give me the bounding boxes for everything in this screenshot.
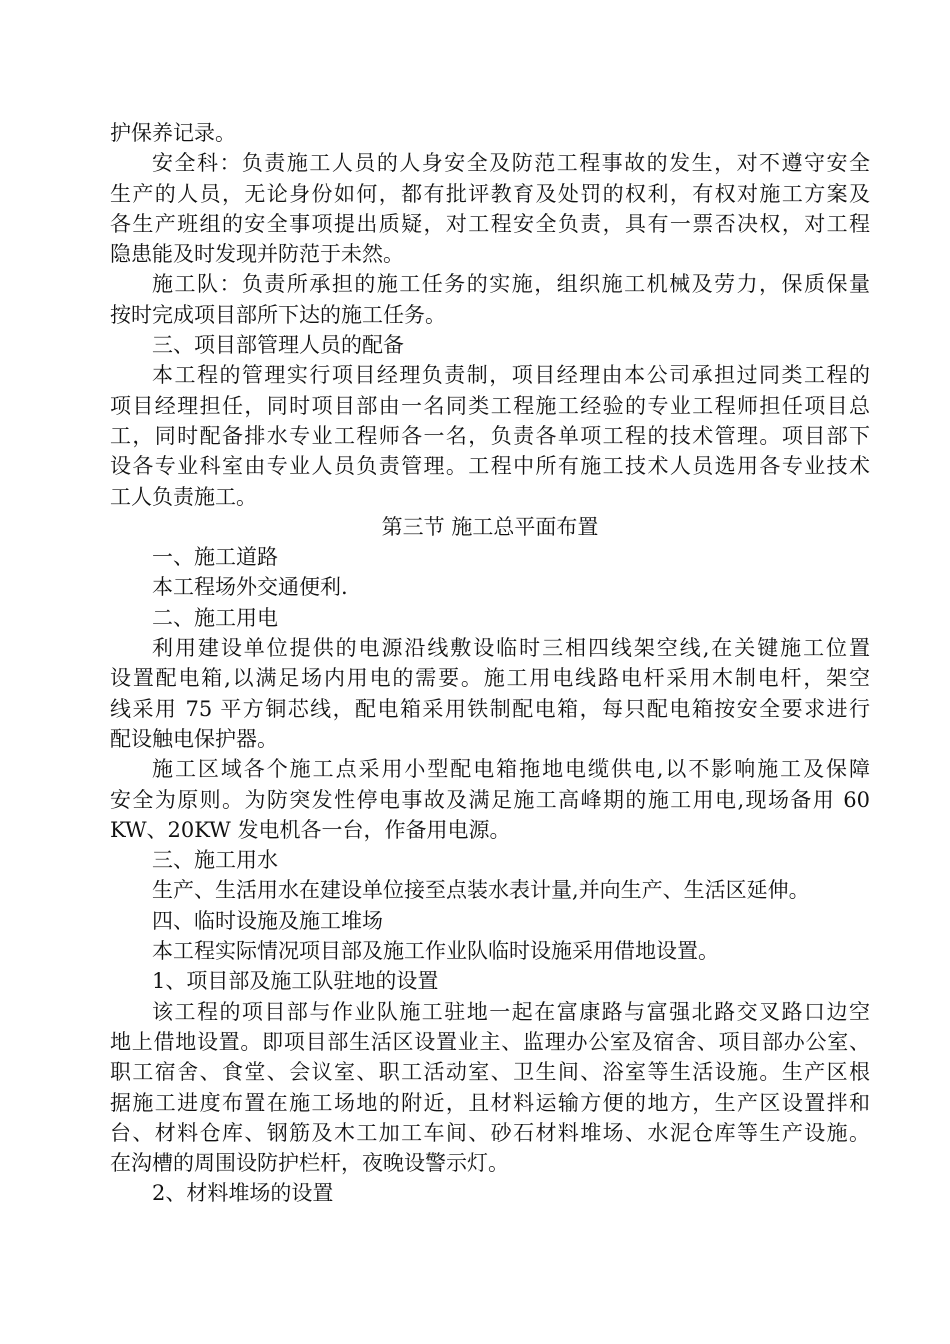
text-line: 该工程的项目部与作业队施工驻地一起在富康路与富强北路交叉路口边空 <box>152 999 870 1024</box>
text-line: 二、施工用电 <box>152 605 278 630</box>
text-line: 项目经理担任，同时项目部由一名同类工程施工经验的专业工程师担任项目总 <box>110 393 870 418</box>
text-line: 据施工进度布置在施工场地的附近，且材料运输方便的地方，生产区设置拌和 <box>110 1090 870 1115</box>
text-line: KW、20KW 发电机各一台，作备用电源。 <box>110 817 511 842</box>
text-line: 在沟槽的周围设防护栏杆，夜晚设警示灯。 <box>110 1151 509 1176</box>
text-line: 一、施工道路 <box>152 545 278 570</box>
text-line: 台、材料仓库、钢筋及木工加工车间、砂石材料堆场、水泥仓库等生产设施。 <box>110 1120 870 1145</box>
text-line: 配设触电保护器。 <box>110 726 278 751</box>
text-line: 2、材料堆场的设置 <box>152 1181 334 1206</box>
text-line: 按时完成项目部所下达的施工任务。 <box>110 302 446 327</box>
text-line: 隐患能及时发现并防范于未然。 <box>110 242 404 267</box>
section-heading: 第三节 施工总平面布置 <box>381 514 599 539</box>
text-line: 本工程实际情况项目部及施工作业队临时设施采用借地设置。 <box>152 939 719 964</box>
text-line: 利用建设单位提供的电源沿线敷设临时三相四线架空线,在关键施工位置 <box>152 636 870 661</box>
text-line: 施工队：负责所承担的施工任务的实施，组织施工机械及劳力，保质保量 <box>152 272 870 297</box>
text-line: 设置配电箱,以满足场内用电的需要。施工用电线路电杆采用木制电杆，架空 <box>110 666 870 691</box>
text-line: 安全为原则。为防突发性停电事故及满足施工高峰期的施工用电,现场备用 60 <box>110 787 870 812</box>
text-line: 护保养记录。 <box>110 121 236 145</box>
text-line: 线采用 75 平方铜芯线，配电箱采用铁制配电箱，每只配电箱按安全要求进行 <box>110 696 870 721</box>
text-line: 各生产班组的安全事项提出质疑，对工程安全负责，具有一票否决权，对工程 <box>110 211 870 236</box>
text-line: 生产的人员，无论身份如何，都有批评教育及处罚的权利，有权对施工方案及 <box>110 181 870 206</box>
text-line: 1、项目部及施工队驻地的设置 <box>152 969 439 994</box>
text-line: 地上借地设置。即项目部生活区设置业主、监理办公室及宿舍、项目部办公室、 <box>110 1029 870 1054</box>
text-line: 四、临时设施及施工堆场 <box>152 908 383 933</box>
text-line: 本工程场外交通便利. <box>152 575 348 600</box>
text-line: 生产、生活用水在建设单位接至点装水表计量,并向生产、生活区延伸。 <box>152 878 810 903</box>
text-line: 安全科：负责施工人员的人身安全及防范工程事故的发生，对不遵守安全 <box>152 151 870 176</box>
text-line: 施工区域各个施工点采用小型配电箱拖地电缆供电,以不影响施工及保障 <box>152 757 870 782</box>
text-line: 三、项目部管理人员的配备 <box>152 333 404 358</box>
text-line: 设各专业科室由专业人员负责管理。工程中所有施工技术人员选用各专业技术 <box>110 454 870 479</box>
text-line: 工人负责施工。 <box>110 484 257 509</box>
text-line: 本工程的管理实行项目经理负责制，项目经理由本公司承担过同类工程的 <box>152 363 870 388</box>
text-line: 职工宿舍、食堂、会议室、职工活动室、卫生间、浴室等生活设施。生产区根 <box>110 1060 870 1085</box>
text-line: 三、施工用水 <box>152 848 278 873</box>
text-line: 工，同时配备排水专业工程师各一名，负责各单项工程的技术管理。项目部下 <box>110 423 870 448</box>
document-page <box>110 118 870 1209</box>
